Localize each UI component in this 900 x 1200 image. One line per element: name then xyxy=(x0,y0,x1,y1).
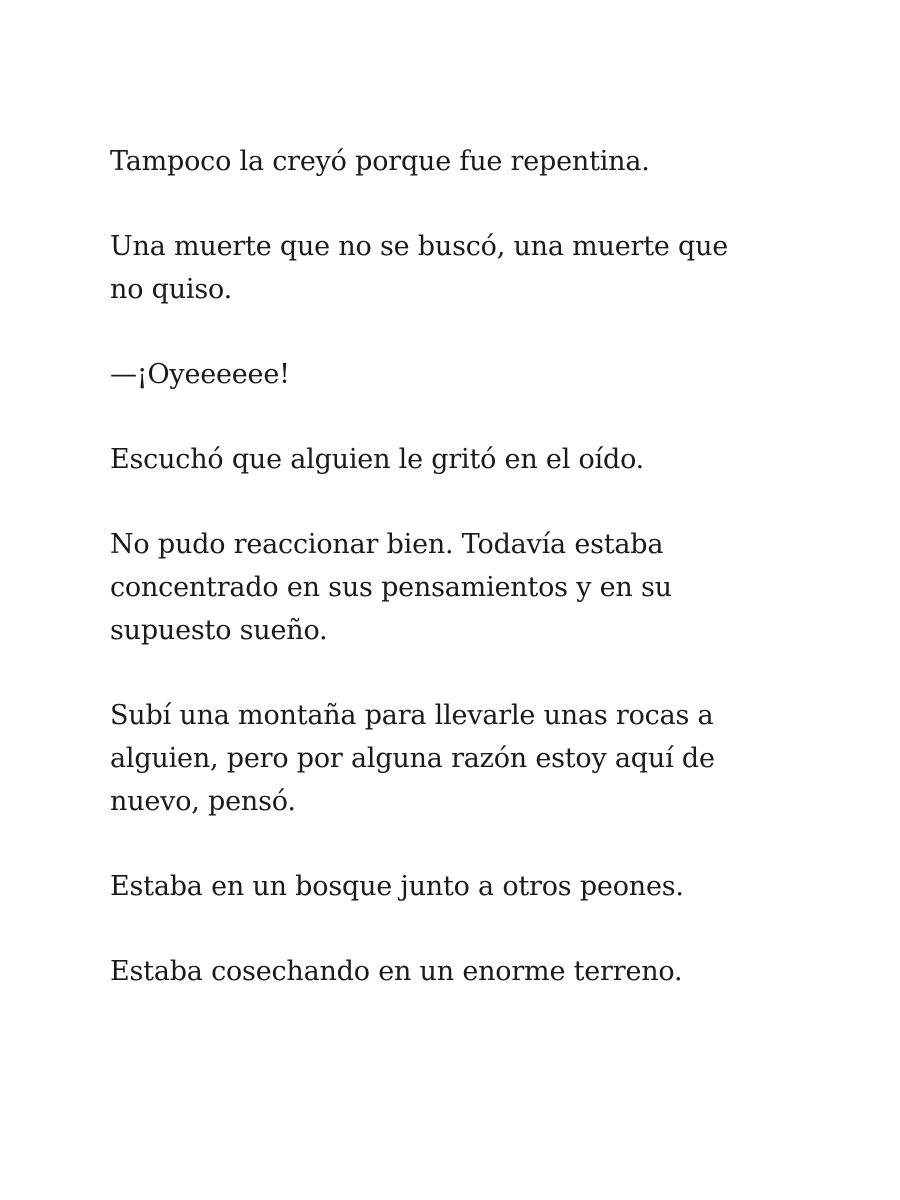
paragraph-line: Subí una montaña para llevarle unas rocas a xyxy=(110,700,714,731)
paragraph-1 xyxy=(110,140,790,183)
paragraph-5 xyxy=(110,523,790,652)
paragraph-6 xyxy=(110,694,790,823)
text-body xyxy=(110,140,790,1035)
paragraph-line: no quiso. xyxy=(110,274,232,305)
paragraph-line: nuevo, pensó. xyxy=(110,786,296,817)
paragraph-line: Tampoco la creyó porque fue repentina. xyxy=(110,146,650,177)
paragraph-line: —¡Oyeeeeee! xyxy=(110,359,290,390)
paragraph-7 xyxy=(110,865,790,908)
paragraph-8 xyxy=(110,950,790,993)
paragraph-line: No pudo reaccionar bien. Todavía estaba xyxy=(110,529,664,560)
paragraph-line: concentrado en sus pensamientos y en su xyxy=(110,572,672,603)
paragraph-line: supuesto sueño. xyxy=(110,615,328,646)
paragraph-line: Estaba cosechando en un enorme terreno. xyxy=(110,956,683,987)
paragraph-3 xyxy=(110,353,790,396)
paragraph-line: Estaba en un bosque junto a otros peones. xyxy=(110,871,684,902)
paragraph-line: Escuchó que alguien le gritó en el oído. xyxy=(110,444,645,475)
paragraph-2 xyxy=(110,225,790,311)
paragraph-4 xyxy=(110,438,790,481)
paragraph-line: Una muerte que no se buscó, una muerte que xyxy=(110,231,729,262)
paragraph-line: alguien, pero por alguna razón estoy aquí de xyxy=(110,743,715,774)
